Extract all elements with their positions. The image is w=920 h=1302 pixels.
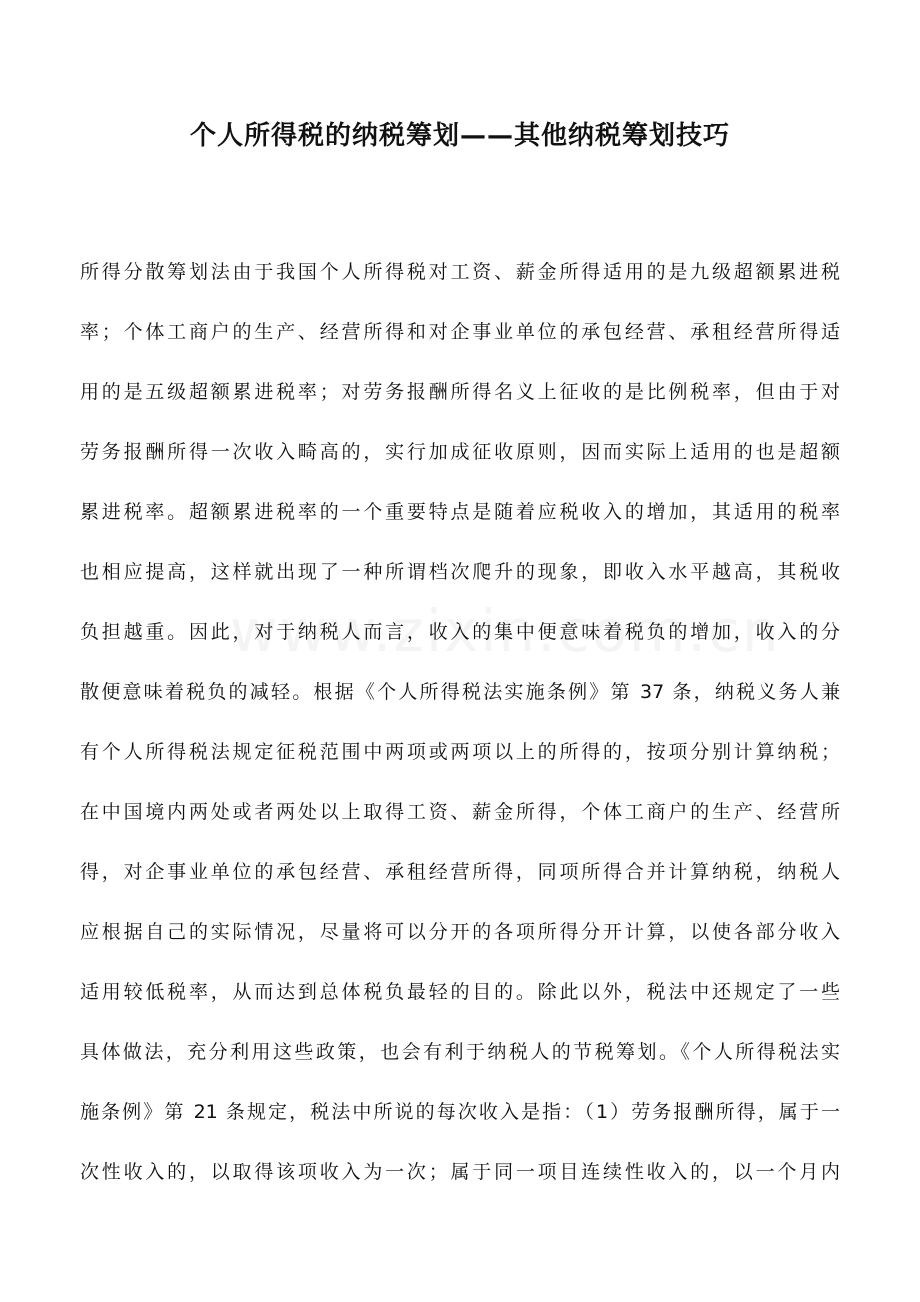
body-line: 次性收入的，以取得该项收入为一次；属于同一项目连续性收入的，以一个月内 [80, 1161, 840, 1183]
body-line: 累进税率。超额累进税率的一个重要特点是随着应税收入的增加，其适用的税率 [80, 501, 840, 523]
body-line: 应根据自己的实际情况，尽量将可以分开的各项所得分开计算，以使各部分收入 [80, 921, 840, 943]
body-line: 负担越重。因此，对于纳税人而言，收入的集中便意味着税负的增加，收入的分 [80, 621, 840, 643]
body-line: 所得分散筹划法由于我国个人所得税对工资、薪金所得适用的是九级超额累进税 [80, 261, 840, 283]
document-title: 个人所得税的纳税筹划——其他纳税筹划技巧 [189, 121, 730, 151]
body-line: 得，对企事业单位的承包经营、承租经营所得，同项所得合并计算纳税，纳税人 [80, 861, 840, 883]
body-line: 施条例》第 21 条规定，税法中所说的每次收入是指：（1）劳务报酬所得，属于一 [80, 1101, 840, 1123]
body-line: 用的是五级超额累进税率；对劳务报酬所得名义上征收的是比例税率，但由于对 [80, 381, 840, 403]
body-line: 散便意味着税负的减轻。根据《个人所得税法实施条例》第 37 条，纳税义务人兼 [80, 681, 840, 703]
body-line: 率；个体工商户的生产、经营所得和对企事业单位的承包经营、承租经营所得适 [80, 321, 840, 343]
body-line: 也相应提高，这样就出现了一种所谓档次爬升的现象，即收入水平越高，其税收 [80, 561, 840, 583]
body-line: 有个人所得税法规定征税范围中两项或两项以上的所得的，按项分别计算纳税； [80, 741, 840, 763]
body-line: 适用较低税率，从而达到总体税负最轻的目的。除此以外，税法中还规定了一些 [80, 981, 840, 1003]
body-line: 具体做法，充分利用这些政策，也会有利于纳税人的节税筹划。《个人所得税法实 [80, 1041, 840, 1063]
body-line: 在中国境内两处或者两处以上取得工资、薪金所得，个体工商户的生产、经营所 [80, 801, 840, 823]
body-line: 劳务报酬所得一次收入畸高的，实行加成征收原则，因而实际上适用的也是超额 [80, 441, 840, 463]
